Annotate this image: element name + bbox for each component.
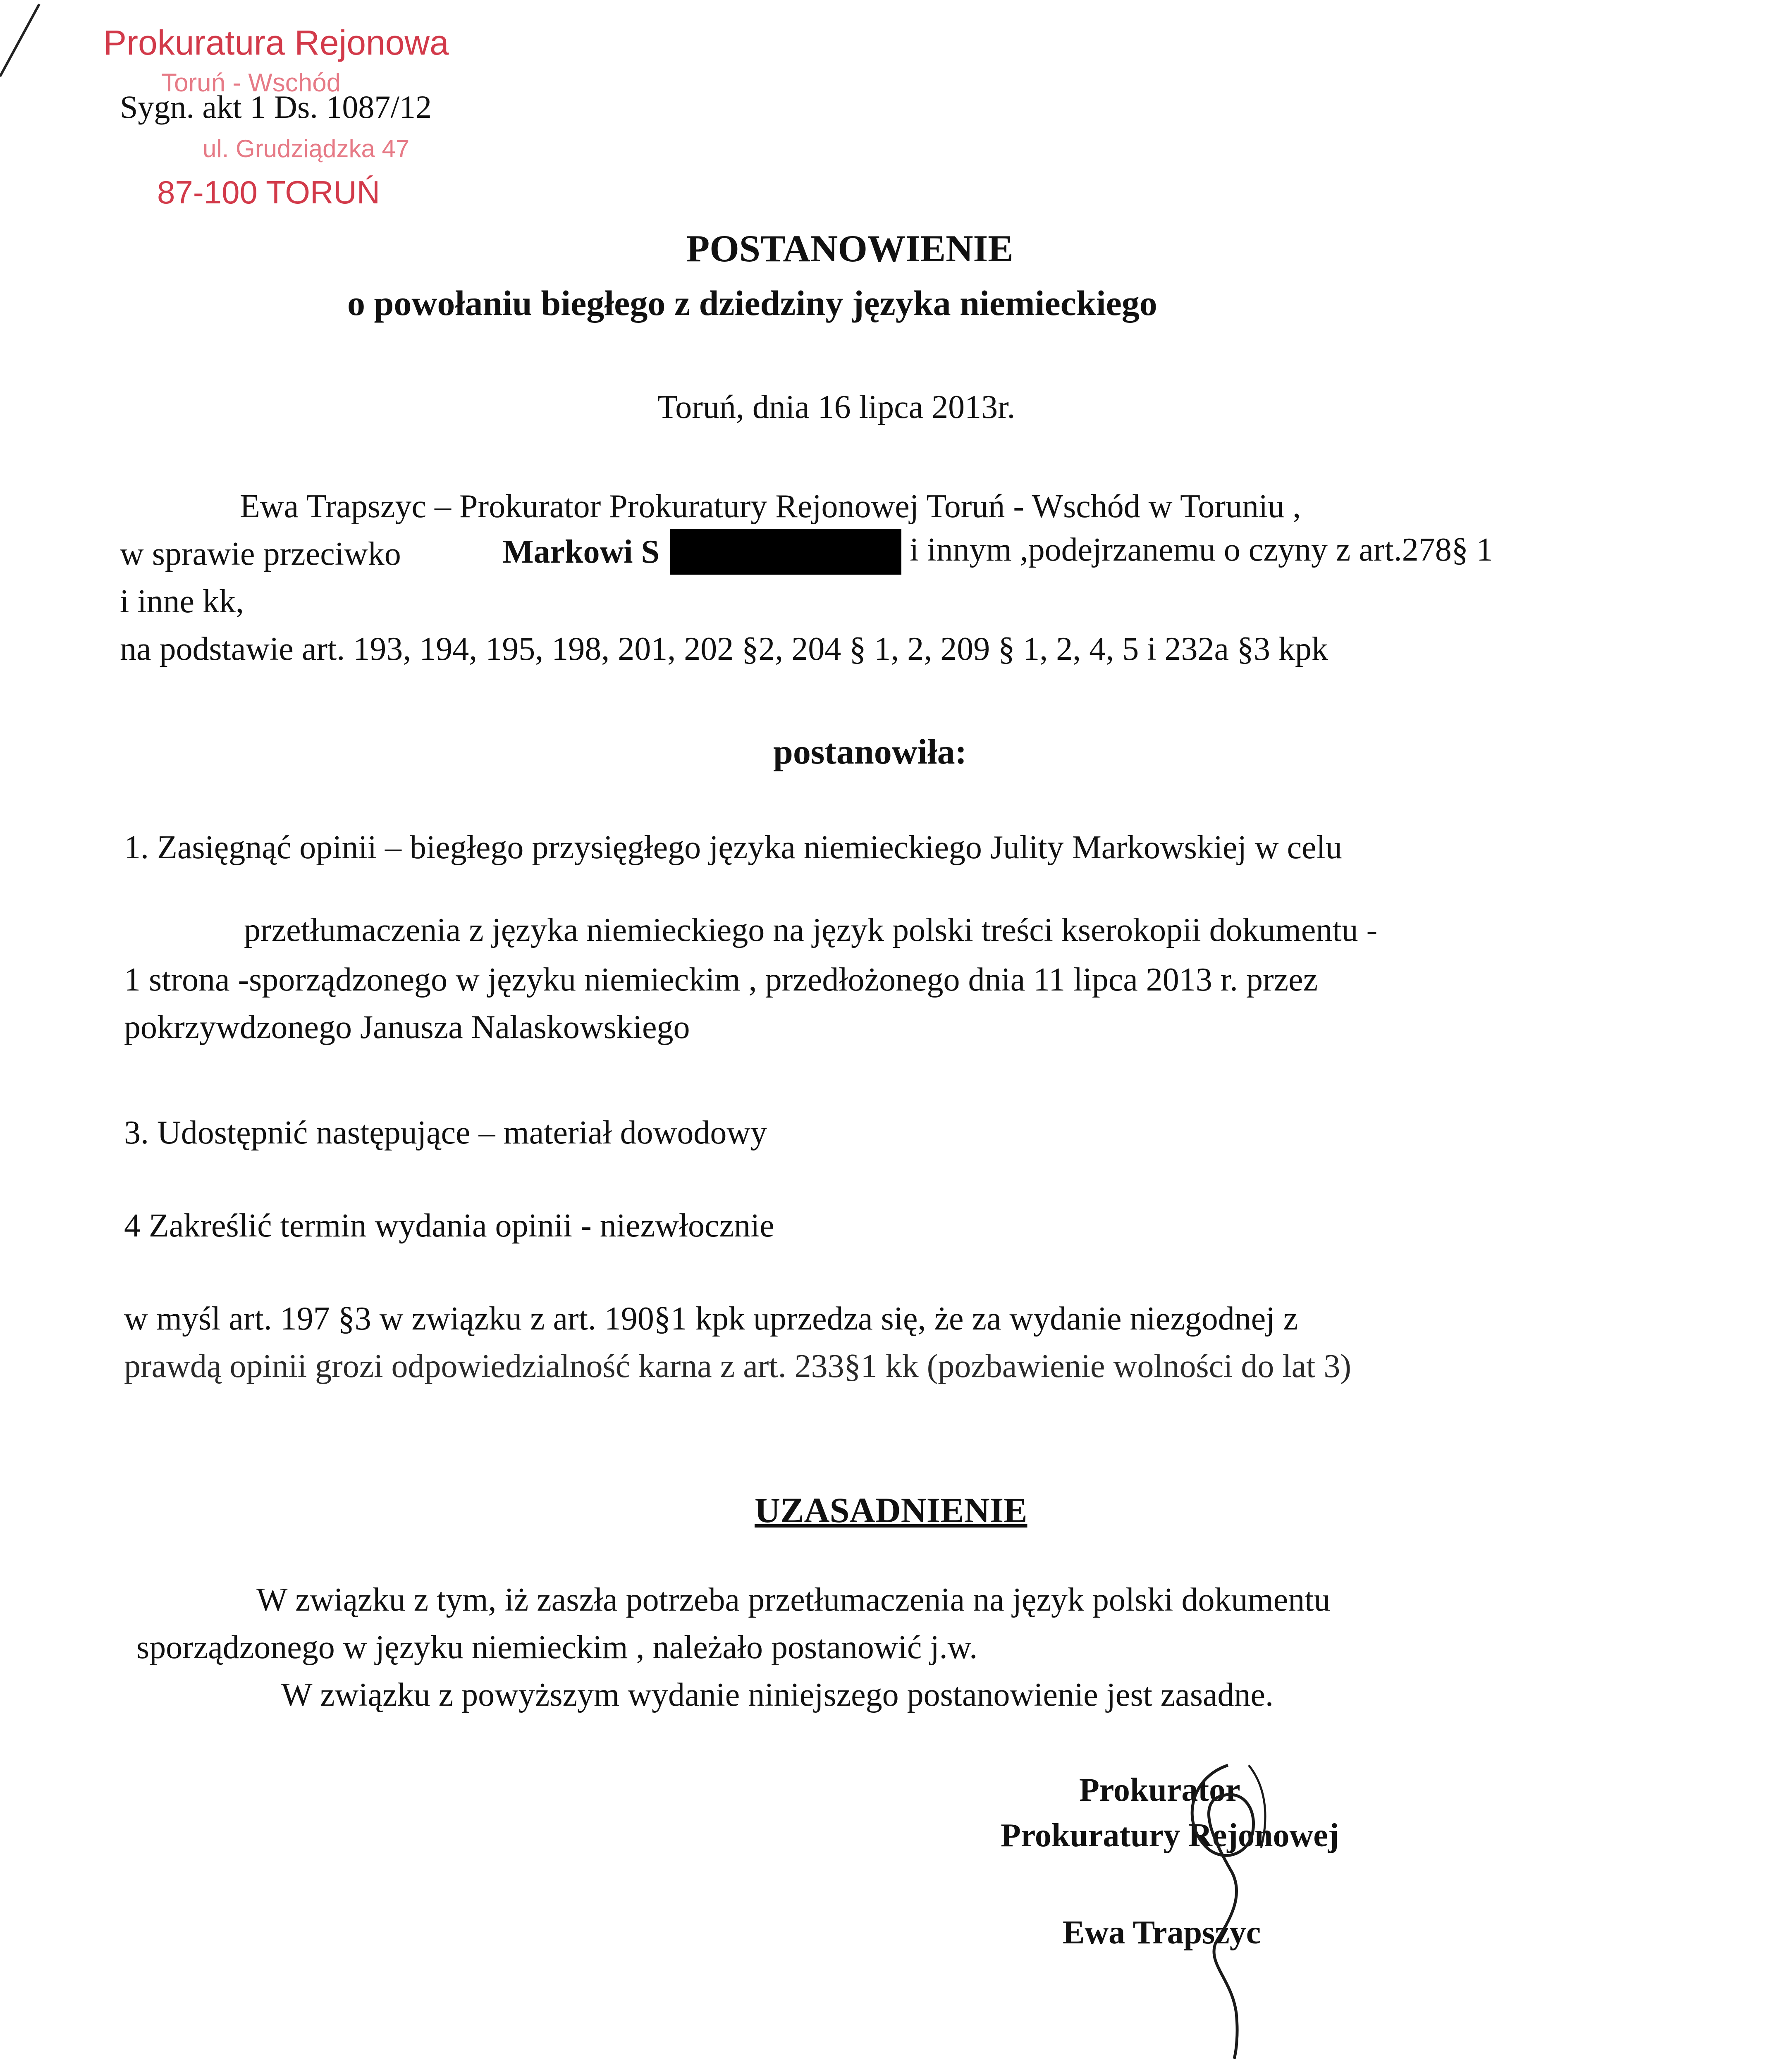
redaction-bar bbox=[670, 529, 901, 575]
office-stamp bbox=[79, 23, 542, 254]
decided-heading: postanowiła: bbox=[773, 732, 967, 771]
intro-line-1: Ewa Trapszyc – Prokurator Prokuratury Rejonowej Toruń - Wschód w Toruniu , bbox=[240, 488, 1301, 525]
stamp-line-4: 87-100 TORUŃ bbox=[157, 174, 380, 210]
point-1: 1. Zasięgnąć opinii – biegłego przysięgłego języka niemieckiego Julity Markowskiej w celu bbox=[124, 829, 1342, 866]
handwritten-signature-1 bbox=[1166, 1749, 1315, 2063]
stamp-line-3: ul. Grudziądzka 47 bbox=[203, 135, 410, 162]
justification-line-1: W związku z tym, iż zaszła potrzeba przetłumaczenia na język polski dokumentu bbox=[256, 1582, 1331, 1618]
document-title: POSTANOWIENIE bbox=[686, 227, 1013, 270]
signature-1-title-2: Prokuratury Rejonowej bbox=[1001, 1817, 1339, 1854]
stamp-line-2: Toruń - Wschód bbox=[161, 69, 341, 97]
scan-corner-mark bbox=[0, 0, 50, 83]
justification-line-3: W związku z powyższym wydanie niniejszego postanowienie jest zasadne. bbox=[281, 1677, 1274, 1713]
point-2-line-3: pokrzywdzonego Janusza Nalaskowskiego bbox=[124, 1009, 690, 1045]
point-3: 3. Udostępnić następujące – materiał dowodowy bbox=[124, 1115, 767, 1151]
signature-1-name: Ewa Trapszyc bbox=[1063, 1914, 1261, 1951]
justification-heading: UZASADNIENIE bbox=[755, 1490, 1027, 1530]
intro-line-2-suffix: i innym ,podejrzanemu o czyny z art.278§ 1 bbox=[910, 532, 1493, 568]
suspect-name: Markowi S bbox=[502, 534, 659, 570]
case-number: Sygn. akt 1 Ds. 1087/12 bbox=[120, 89, 432, 125]
intro-line-4: na podstawie art. 193, 194, 195, 198, 201, 202 §2, 204 § 1, 2, 209 § 1, 2, 4, 5 i 232a §3 kpk bbox=[120, 631, 1328, 667]
intro-line-3: i inne kk, bbox=[120, 583, 244, 620]
place-date: Toruń, dnia 16 lipca 2013r. bbox=[657, 389, 1015, 425]
justification-line-2: sporządzonego w języku niemieckim , należało postanowić j.w. bbox=[136, 1629, 978, 1666]
stamp-line-1: Prokuratura Rejonowa bbox=[103, 23, 449, 62]
point-2-line-1: przetłumaczenia z języka niemieckiego na język polski treści kserokopii dokumentu - bbox=[244, 912, 1378, 948]
point-4: 4 Zakreślić termin wydania opinii - niezwłocznie bbox=[124, 1208, 774, 1244]
warning-line-2: prawdą opinii grozi odpowiedzialność karna z art. 233§1 kk (pozbawienie wolności do lat 3) bbox=[124, 1348, 1352, 1384]
intro-line-2-prefix: w sprawie przeciwko bbox=[120, 536, 401, 572]
point-2-line-2: 1 strona -sporządzonego w języku niemieckim , przedłożonego dnia 11 lipca 2013 r. przez bbox=[124, 962, 1318, 998]
signature-1-title-1: Prokurator bbox=[1079, 1772, 1240, 1808]
warning-line-1: w myśl art. 197 §3 w związku z art. 190§1 kpk uprzedza się, że za wydanie niezgodnej z bbox=[124, 1301, 1298, 1337]
document-subtitle: o powołaniu biegłego z dziedziny języka niemieckiego bbox=[347, 283, 1157, 323]
